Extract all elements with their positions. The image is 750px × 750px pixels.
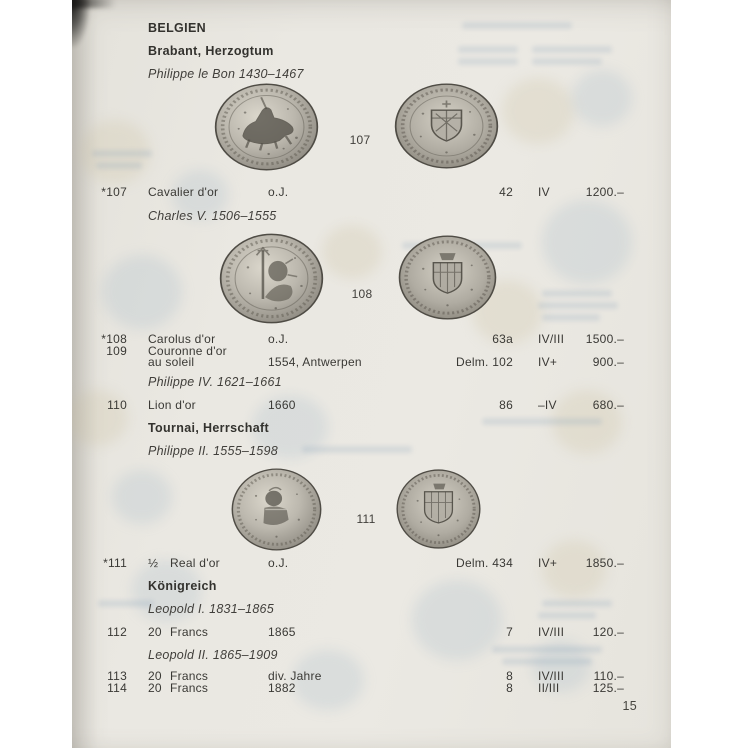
lot-price: 1500.– — [585, 332, 624, 346]
lot-grade: II/III — [538, 681, 560, 695]
ghost-text — [462, 22, 572, 29]
catalog-page — [72, 0, 671, 748]
ghost-text — [538, 612, 596, 619]
coin-image-111-obverse — [230, 467, 323, 552]
lot-name: Lion d'or — [148, 398, 196, 412]
ghost-coin — [112, 470, 172, 524]
lot-grade: IV/III — [538, 669, 565, 683]
lot-number: 110 — [107, 398, 127, 412]
lot-grade: IV+ — [538, 355, 558, 369]
lot-name: Francs — [170, 669, 209, 683]
lot-name: Francs — [170, 625, 209, 639]
lot-reference: 42 — [499, 185, 513, 199]
ghost-coin — [102, 255, 182, 329]
ruler-line-philippe-iv: Philippe IV. 1621–1661 — [148, 375, 282, 389]
lot-details: 1882 — [268, 681, 296, 695]
lot-price: 1850.– — [585, 556, 624, 570]
ghost-text — [532, 46, 612, 53]
lot-reference: 86 — [499, 398, 513, 412]
lot-number: *108 — [101, 332, 127, 346]
lot-grade: IV/III — [538, 332, 565, 346]
lot-name: Cavalier d'or — [148, 185, 219, 199]
ghost-text — [302, 446, 412, 453]
lot-details: 1660 — [268, 398, 296, 412]
ruler-line-charles-v: Charles V. 1506–1555 — [148, 209, 277, 223]
lot-quantity: ½ — [148, 556, 159, 570]
coin-image-108-reverse — [397, 234, 498, 321]
ghost-text — [458, 58, 518, 65]
ruler-line-philippe-ii: Philippe II. 1555–1598 — [148, 444, 278, 458]
ruler-line-philippe-le-bon: Philippe le Bon 1430–1467 — [148, 67, 304, 81]
lot-details: o.J. — [268, 556, 289, 570]
lot-price: 120.– — [592, 625, 624, 639]
lot-number: *111 — [103, 556, 127, 570]
ghost-text — [458, 46, 518, 53]
lot-number: *107 — [101, 185, 127, 199]
book-edge-shadow-top — [72, 0, 116, 8]
lot-details: 1554, Antwerpen — [268, 355, 362, 369]
lot-row-111 — [72, 557, 657, 570]
lot-grade: IV+ — [538, 556, 558, 570]
section-heading-kingdom: Königreich — [148, 579, 217, 593]
ghost-text — [538, 302, 618, 309]
lot-details: div. Jahre — [268, 669, 322, 683]
lot-grade: –IV — [538, 398, 557, 412]
plate-number-108: 108 — [351, 287, 373, 301]
lot-row-109-line2 — [72, 356, 657, 369]
ghost-coin — [502, 78, 574, 144]
lot-grade: IV — [538, 185, 550, 199]
ghost-coin — [572, 70, 632, 126]
lot-name-continued: au soleil — [148, 355, 195, 369]
lot-number: 112 — [107, 625, 127, 639]
lot-details: o.J. — [268, 185, 289, 199]
ghost-text — [532, 58, 602, 65]
ghost-coin — [322, 225, 382, 279]
lot-row-114 — [72, 682, 657, 695]
lot-row-110 — [72, 399, 657, 412]
coin-image-107-obverse — [213, 82, 320, 172]
lot-price: 900.– — [592, 355, 624, 369]
lot-price: 110.– — [593, 669, 624, 683]
lot-number: 113 — [107, 669, 127, 683]
lot-name: Real d'or — [170, 556, 220, 570]
coin-image-107-reverse — [393, 82, 500, 170]
ghost-text — [502, 658, 592, 665]
lot-price: 680.– — [592, 398, 624, 412]
ghost-text — [482, 418, 602, 425]
lot-reference: Delm. 434 — [456, 556, 513, 570]
lot-name: Carolus d'or — [148, 332, 216, 346]
lot-quantity: 20 — [148, 681, 162, 695]
lot-reference: Delm. 102 — [456, 355, 513, 369]
lot-details: o.J. — [268, 332, 289, 346]
page-gutter-shading — [72, 0, 98, 748]
ghost-text — [92, 150, 152, 157]
lot-number: 109 — [106, 344, 127, 358]
coin-image-111-reverse — [395, 468, 482, 550]
lot-price: 1200.– — [585, 185, 624, 199]
page-number: 15 — [622, 699, 637, 713]
lot-name: Couronne d'or — [148, 344, 227, 358]
lot-name: Francs — [170, 681, 209, 695]
section-heading-brabant: Brabant, Herzogtum — [148, 44, 274, 58]
plate-number-107: 107 — [349, 133, 371, 147]
lot-reference: 8 — [506, 669, 513, 683]
coin-image-108-obverse — [218, 232, 325, 325]
ghost-text — [492, 646, 602, 653]
ghost-text — [98, 600, 154, 607]
lot-number: 114 — [107, 681, 127, 695]
lot-reference: 7 — [506, 625, 513, 639]
lot-row-112 — [72, 626, 657, 639]
ruler-line-leopold-ii: Leopold II. 1865–1909 — [148, 648, 278, 662]
ruler-line-leopold-i: Leopold I. 1831–1865 — [148, 602, 274, 616]
ghost-text — [542, 314, 600, 321]
ghost-coin — [412, 580, 502, 660]
ghost-text — [542, 290, 612, 297]
section-heading-tournai: Tournai, Herrschaft — [148, 421, 270, 435]
lot-quantity: 20 — [148, 625, 162, 639]
lot-reference: 8 — [506, 681, 513, 695]
lot-price: 125.– — [592, 681, 624, 695]
ghost-text — [542, 600, 612, 607]
plate-number-111: 111 — [356, 512, 376, 526]
lot-details: 1865 — [268, 625, 296, 639]
lot-quantity: 20 — [148, 669, 162, 683]
ghost-coin — [542, 200, 632, 284]
country-heading: BELGIEN — [148, 21, 207, 35]
ghost-text — [96, 162, 142, 169]
lot-reference: 63a — [492, 332, 513, 346]
lot-row-107 — [72, 186, 657, 199]
lot-grade: IV/III — [538, 625, 565, 639]
